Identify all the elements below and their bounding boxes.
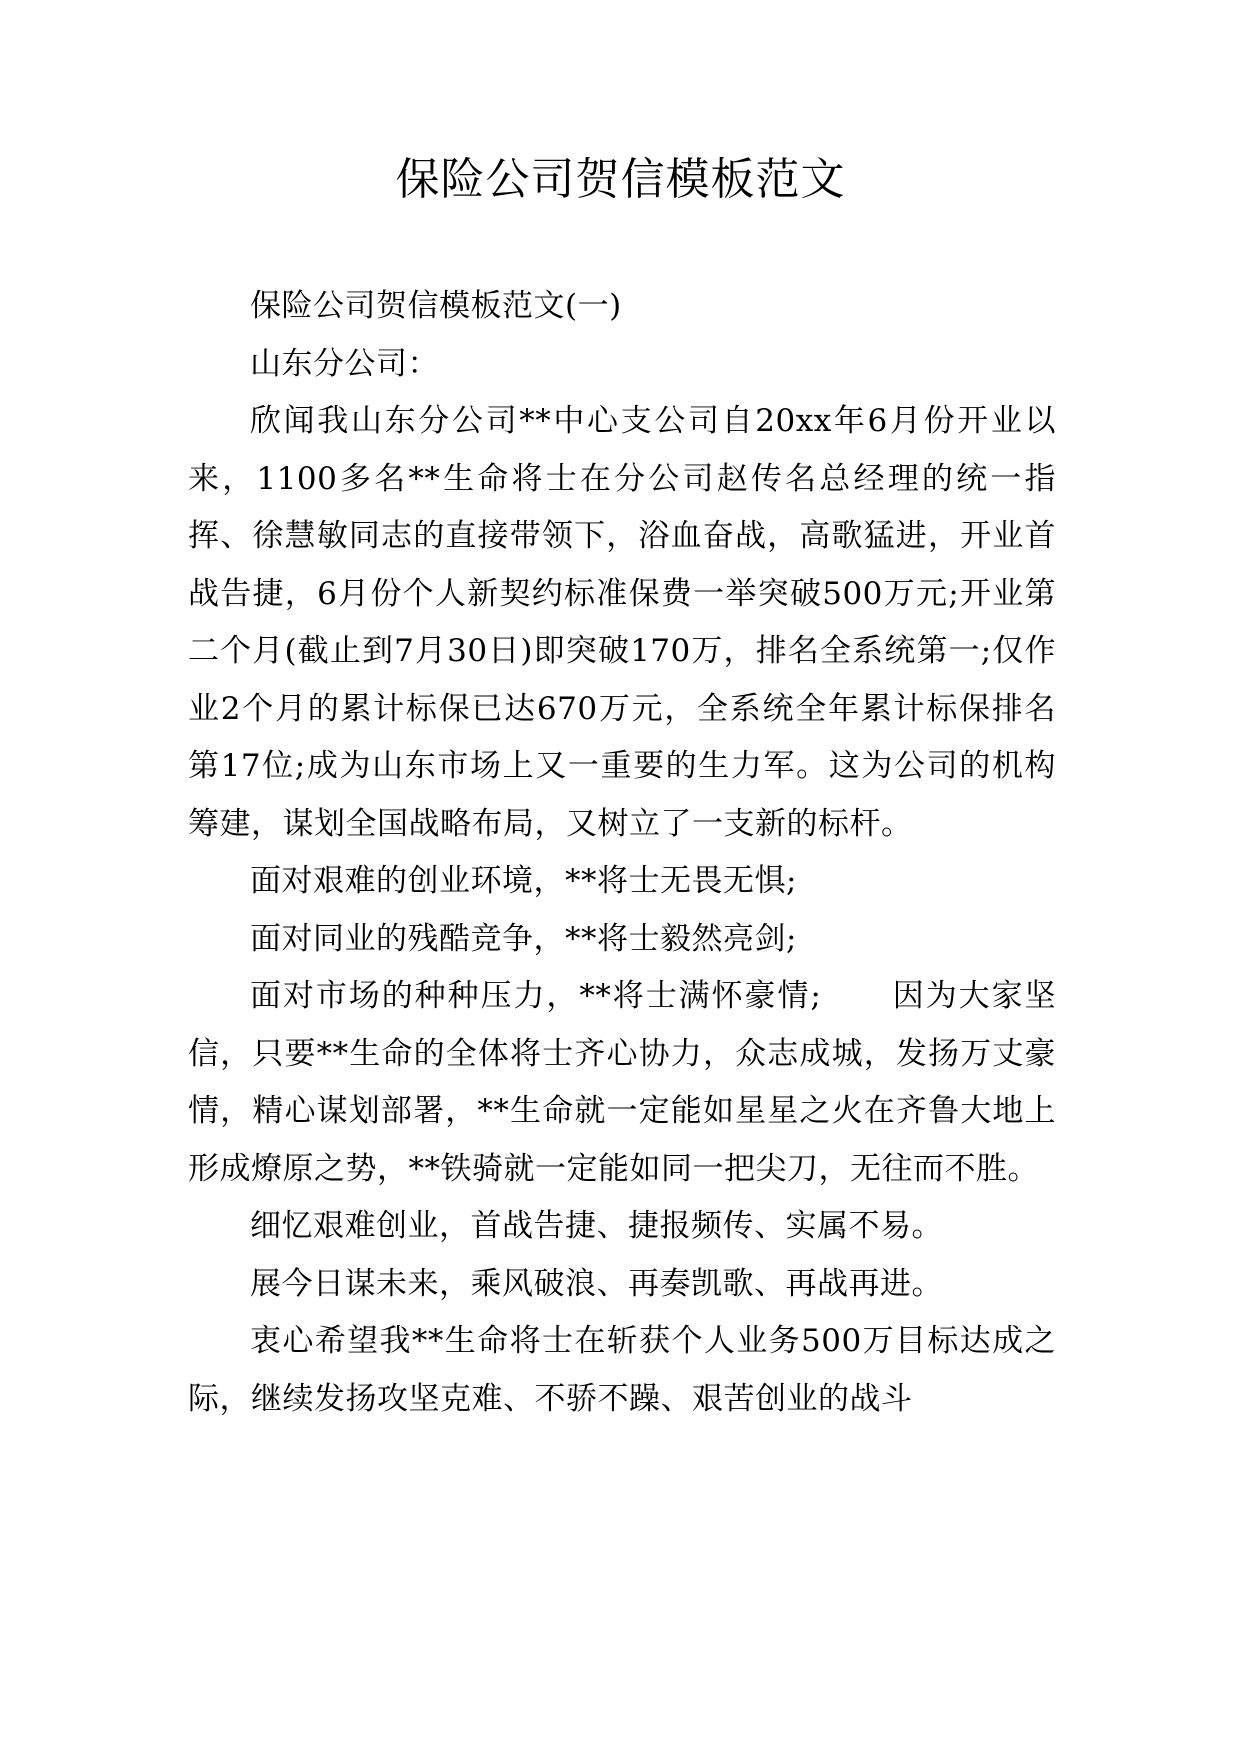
paragraph-subtitle: 保险公司贺信模板范文(一) [250, 288, 622, 324]
document-body [188, 278, 1056, 1428]
paragraph-recall: 细忆艰难创业，首战告捷、捷报频传、实属不易。 [250, 1208, 943, 1244]
paragraph-market [188, 968, 1056, 1198]
paragraph-hope: 衷心希望我**生命将士在斩获个人业务500万目标达成之际，继续发扬攻坚克难、不骄不躁、艰苦创业的战斗 [188, 1323, 1056, 1417]
document-title: 保险公司贺信模板范文 [395, 154, 846, 205]
paragraph-salutation: 山东分公司： [250, 345, 439, 382]
paragraph-future: 展今日谋未来，乘风破浪、再奏凯歌、再战再进。 [250, 1265, 943, 1302]
paragraph-congratulation: 欣闻我山东分公司**中心支公司自20xx年6月份开业以来，1100多名**生命将士在分公司赵传名总经理的统一指挥、徐慧敏同志的直接带领下，浴血奋战，高歌猛进，开业首战告捷，6月份个人新契约标准保费一举突破500万元;开业第二个月(截止到7月30日)即突破170万，排名全系统第一;仅作业2个月的累计标保已达670万元，全系统全年累计标保排名第17位;成为山东市场上又一重要的生力军。这为公司的机构筹建，谋划全国战略布局，又树立了一支新的标杆。 [188, 403, 1056, 842]
paragraph-competition: 面对同业的残酷竞争，**将士毅然亮剑; [250, 920, 797, 957]
paragraph-belief: 因为大家坚信，只要**生命的全体将士齐心协力，众志成城，发扬万丈豪情，精心谋划部署，**生命就一定能如星星之火在齐鲁大地上形成燎原之势，**铁骑就一定能如同一把尖刀，无往而不胜。 [188, 978, 1056, 1187]
paragraph-environment: 面对艰难的创业环境，**将士无畏无惧; [250, 863, 797, 899]
paragraph-market-lead: 面对市场的种种压力，**将士满怀豪情; [250, 978, 822, 1014]
